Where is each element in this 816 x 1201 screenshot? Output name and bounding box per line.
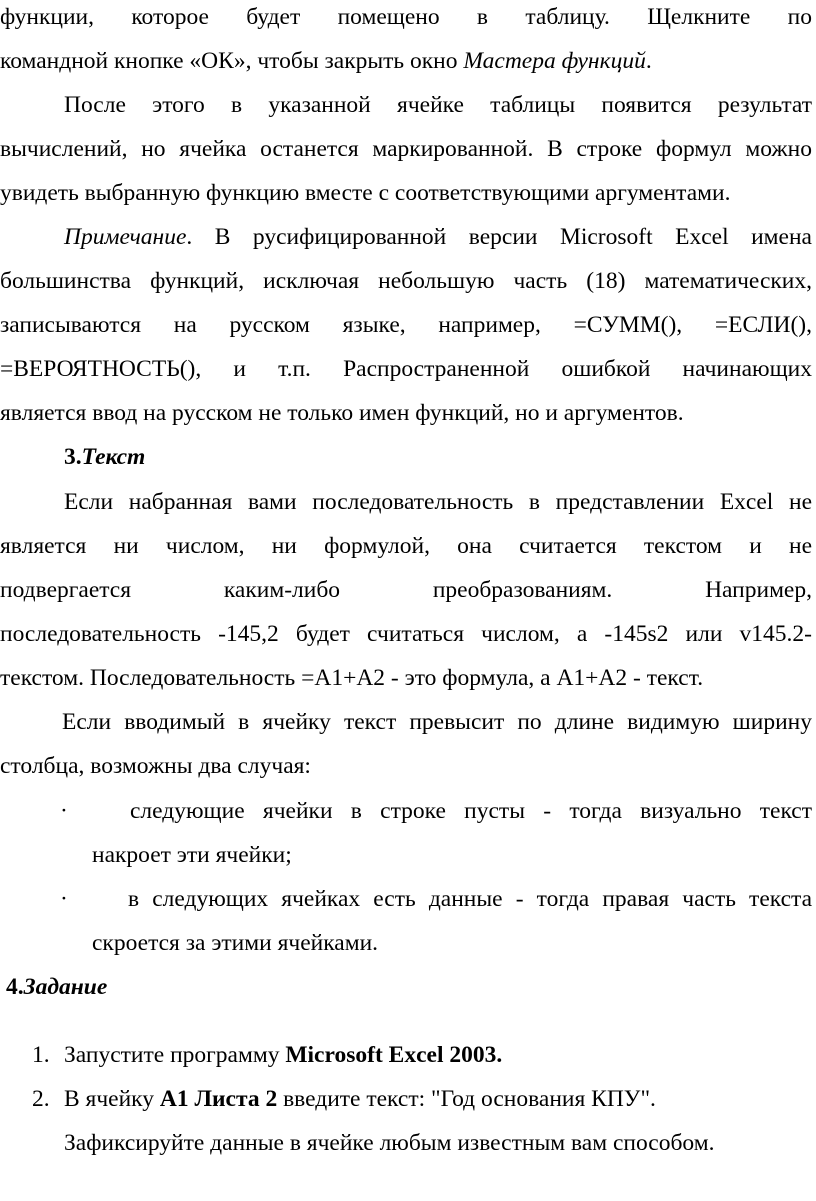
section-4-heading: 4.Задание [6,974,108,1000]
section-3-heading: 3.Текст [64,444,146,470]
note-label: Примечание [64,224,187,250]
note-line-2: большинства функций, исключая небольшую часть (18) математических, [0,268,812,294]
task-1-number: 1. [32,1042,50,1068]
task-2-number: 2. [32,1086,50,1112]
bullet-2-mark: · [60,886,68,912]
note-line-5: является ввод на русском не только имен функций, но и аргументов. [0,400,684,426]
bullet-1-line-1: следующие ячейки в строке пусты - тогда визуально текст [130,798,812,824]
task-2-text: В ячейку А1 Листа 2 введите текст: "Год основания КПУ". [64,1086,656,1112]
paragraph-3-line-4: последовательность -145,2 будет считаться числом, а -145s2 или v145.2- [0,621,812,647]
bullet-1-line-2: накроет эти ячейки; [92,842,292,868]
bullet-2-line-2: скроется за этими ячейками. [92,930,379,956]
paragraph-2-line-3: увидеть выбранную функцию вместе с соответствующими аргументами. [0,180,731,206]
note-line-4: =ВЕРОЯТНОСТЬ(), и т.п. Распространенной ошибкой начинающих [0,356,812,382]
paragraph-3-line-3: подвергается каким-либо преобразованиям. Например, [0,577,812,603]
paragraph-1-line-2: командной кнопке «ОК», чтобы закрыть окно Мастера функций. [0,48,652,74]
paragraph-1-line-1: функции, которое будет помещено в таблицу. Щелкните по [0,4,812,30]
note-line-1: Примечание. В русифицированной версии Microsoft Excel имена [64,224,812,250]
cell-reference: А1 Листа 2 [159,1086,278,1112]
wizard-name: Мастера функций [463,48,646,74]
note-line-3: записываются на русском языке, например, =СУММ(), =ЕСЛИ(), [0,312,812,338]
bullet-1-mark: · [60,798,68,824]
paragraph-3-line-5: текстом. Последовательность =А1+А2 - это формула, а А1+А2 - текст. [0,665,704,691]
paragraph-4-line-2: столбца, возможны два случая: [0,753,311,779]
task-2-text-line-2: Зафиксируйте данные в ячейке любым известным вам способом. [64,1130,715,1156]
task-1-text: Запустите программу Microsoft Excel 2003. [64,1042,503,1068]
paragraph-4-line-1: Если вводимый в ячейку текст превысит по длине видимую ширину [62,709,812,735]
paragraph-3-line-2: является ни числом, ни формулой, она считается текстом и не [0,533,812,559]
paragraph-3-line-1: Если набранная вами последовательность в представлении Excel не [64,489,812,515]
paragraph-2-line-2: вычислений, но ячейка останется маркированной. В строке формул можно [0,136,812,162]
paragraph-2-line-1: После этого в указанной ячейке таблицы появится результат [64,92,812,118]
bullet-2-line-1: в следующих ячейках есть данные - тогда правая часть текста [128,886,812,912]
program-name: Microsoft Excel 2003. [285,1042,503,1068]
